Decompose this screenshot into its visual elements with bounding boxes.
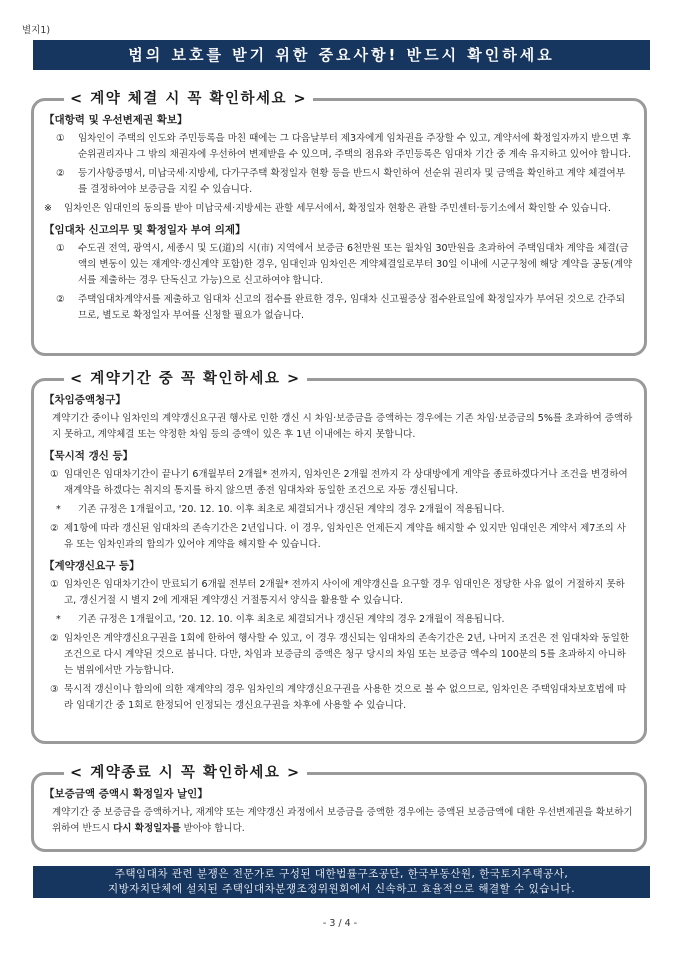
item-text: 임대인은 임대차기간이 끝나기 6개월부터 2개월* 전까지, 임차인은 2개월 전까지 각 상대방에게 계약을 종료하겠다거나 조건을 변경하여 재계약을 하겠다는 취지의 통지를 하지 않으면 종전 임대차와 동일한 조건으로 자동 갱신됩니다. — [64, 469, 628, 496]
item-mark: ① — [56, 133, 65, 144]
dispute-resolution-banner — [33, 866, 650, 898]
list-item — [44, 631, 634, 679]
item-text: 임차인은 임대차기간이 만료되기 6개월 전부터 2개월* 전까지 사이에 계약갱신을 요구할 경우 임대인은 정당한 사유 없이 거절하지 못하고, 갱신거절 시 별지 2에 게재된 계약갱신 거절통지서 양식을 활용할 수 있습니다. — [64, 579, 625, 606]
item-text: 등기사항증명서, 미납국세·지방세, 다가구주택 확정일자 현황 등을 반드시 확인하여 선순위 권리자 및 금액을 확인하고 계약 체결여부를 결정하여야 보증금을 지킬 수 있습니다. — [78, 168, 625, 195]
section-head-renewal-request: 【계약갱신요구 등】 — [44, 560, 140, 572]
note-text: 임차인은 임대인의 동의를 받아 미납국세·지방세는 관할 세무서에서, 확정일자 현황은 관할 주민센터·등기소에서 확인할 수 있습니다. — [64, 203, 611, 214]
item-mark: ② — [50, 633, 59, 644]
list-item — [44, 467, 634, 499]
item-mark: ① — [50, 579, 59, 590]
item-text: 임차인은 계약갱신요구권을 1회에 한하여 행사할 수 있고, 이 경우 갱신되는 임대차의 존속기간은 2년, 나머지 조건은 전 임대차와 동일한 조건으로 다시 계약된 것으로 봅니다. 다만, 차임과 보증금의 증액은 청구 당시의 차임 또는 보증금 액수의 100분의 5를 초과하지 아니하는 범위에서만 가능합니다. — [64, 633, 630, 676]
item-mark: ② — [50, 523, 59, 534]
section-head-report-duty: 【임대차 신고의무 및 확정일자 부여 의제】 — [44, 224, 246, 236]
list-item — [44, 577, 634, 609]
footnote-item — [44, 502, 634, 518]
list-item — [44, 292, 634, 324]
item-text: 임차인이 주택의 인도와 주민등록을 마친 때에는 그 다음날부터 제3자에게 임차권을 주장할 수 있고, 계약서에 확정일자까지 받으면 후순위권리자나 그 밖의 채권자에 우선하여 변제받을 수 있으며, 주택의 점유와 주민등록은 임대차 기간 중 계속 유지하고 있어야 합니다. — [78, 133, 631, 160]
note-mark: ※ — [44, 203, 52, 214]
list-item — [44, 682, 634, 714]
item-text: 수도권 전역, 광역시, 세종시 및 도(道)의 시(市) 지역에서 보증금 6천만원 또는 월차임 30만원을 초과하여 주택임대차 계약을 체결(금액의 변동이 있는 재계약·갱신계약 포함)한 경우, 임대인과 임차인은 계약체결일로부터 30일 이내에 시군구청에 해당 계약을 공동(계약서를 제출하는 경우 단독신고 가능)으로 신고하여야 합니다. — [78, 243, 633, 286]
note-item — [44, 201, 634, 217]
fixed-date-emphasis: 다시 확정일자를 — [113, 823, 181, 834]
list-item — [44, 166, 634, 198]
item-text: 제1항에 따라 갱신된 임대차의 존속기간은 2년입니다. 이 경우, 임차인은 언제든지 계약을 해지할 수 있지만 임대인은 계약서 제7조의 사유 또는 임차인과의 합의가 있어야 계약을 해지할 수 있습니다. — [64, 523, 626, 550]
fixed-date-text — [44, 805, 634, 837]
footnote-mark: * — [56, 614, 61, 625]
footnote-item — [44, 612, 634, 628]
contract-period-title: < 계약기간 중 꼭 확인하세요 > — [64, 369, 307, 389]
main-title-banner: 법의 보호를 받기 위한 중요사항! 반드시 확인하세요 — [33, 40, 650, 70]
footnote-text: 기존 규정은 1개월이고, '20. 12. 10. 이후 최초로 체결되거나 갱신된 계약의 경우 2개월이 적용됩니다. — [78, 504, 505, 515]
list-item — [44, 241, 634, 289]
page-number: - 3 / 4 - — [322, 918, 358, 929]
fixed-date-text-c: 받아야 합니다. — [180, 823, 245, 834]
banner-line-1: 주택임대차 관련 분쟁은 전문가로 구성된 대한법률구조공단, 한국부동산원, 한국토지주택공사, — [114, 868, 569, 880]
item-text: 묵시적 갱신이나 합의에 의한 재계약의 경우 임차인의 계약갱신요구권을 사용한 것으로 볼 수 없으므로, 임차인은 주택임대차보호법에 따라 임대기간 중 1회로 한정되어 인정되는 갱신요구권을 차후에 사용할 수 있습니다. — [64, 684, 627, 711]
list-item — [44, 521, 634, 553]
list-item — [44, 131, 634, 163]
banner-line-2: 지방자치단체에 설치된 주택임대차분쟁조정위원회에서 신속하고 효율적으로 해결할 수 있습니다. — [107, 883, 576, 895]
item-mark: ② — [56, 168, 65, 179]
item-mark: ③ — [50, 684, 59, 695]
contract-signing-box — [31, 91, 647, 356]
contract-period-box — [31, 371, 647, 744]
item-text: 주택임대차계약서를 제출하고 임대차 신고의 접수를 완료한 경우, 임대차 신고필증상 접수완료일에 확정일자가 부여된 것으로 간주되므로, 별도로 확정일자 부여를 신청할 필요가 없습니다. — [78, 294, 626, 321]
section-head-opposability: 【대항력 및 우선변제권 확보】 — [44, 114, 188, 126]
item-mark: ② — [56, 294, 65, 305]
section-head-fixed-date: 【보증금액 증액시 확정일자 날인】 — [44, 788, 208, 800]
footnote-text: 기존 규정은 1개월이고, '20. 12. 10. 이후 최초로 체결되거나 갱신된 계약의 경우 2개월이 적용됩니다. — [78, 614, 505, 625]
contract-end-title: < 계약종료 시 꼭 확인하세요 > — [64, 763, 307, 783]
fixed-date-text-a: 계약기간 중 보증금을 증액하거나, 재계약 또는 계약갱신 과정에서 보증금을 증액한 경우에는 증액된 보증금액에 대한 우선변제권을 확보하기 위하여 반드시 — [52, 807, 633, 834]
item-mark: ① — [56, 243, 65, 254]
item-mark: ① — [50, 469, 59, 480]
contract-signing-title: < 계약 체결 시 꼭 확인하세요 > — [64, 89, 313, 109]
appendix-tag: 별지1) — [22, 25, 51, 36]
rent-increase-text: 계약기간 중이나 임차인의 계약갱신요구권 행사로 인한 갱신 시 차임·보증금을 증액하는 경우에는 기존 차임·보증금의 5%를 초과하여 증액하지 못하고, 계약체결 또는 약정한 차임 등의 증액이 있은 후 1년 이내에는 하지 못합니다. — [52, 413, 633, 440]
footnote-mark: * — [56, 504, 61, 515]
contract-end-box — [31, 765, 647, 852]
section-head-rent-increase: 【차임증액청구】 — [44, 394, 126, 406]
section-head-implied-renewal: 【묵시적 갱신 등】 — [44, 450, 134, 462]
